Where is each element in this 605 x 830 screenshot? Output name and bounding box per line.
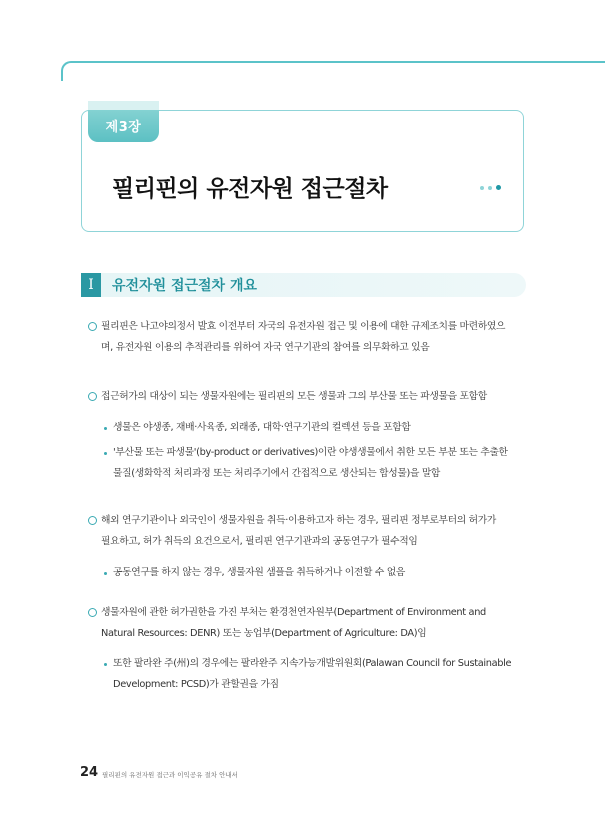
dot-icon <box>480 186 484 190</box>
dot-icon <box>496 185 501 190</box>
sub-item-line: Development: PCSD)가 관할권을 가짐 <box>113 679 279 690</box>
paragraph <box>101 602 526 644</box>
circle-bullet-icon <box>88 392 97 401</box>
decorative-dots-icon <box>480 185 501 190</box>
sub-item-line: 공동연구를 하지 않는 경우, 생물자원 샘플을 취득하거나 이전할 수 없음 <box>113 567 405 578</box>
chapter-label-tab <box>88 101 159 142</box>
paragraph-line: 생물자원에 관한 허가권한을 가진 부처는 환경천연자원부(Department of Environment and <box>101 607 486 618</box>
dot-bullet-icon <box>104 572 107 575</box>
paragraph <box>101 510 526 552</box>
sub-item-line: 생물은 야생종, 재배·사육종, 외래종, 대학·연구기관의 컬렉션 등을 포함함 <box>113 422 411 433</box>
paragraph-line: 필리핀은 나고야의정서 발효 이전부터 자국의 유전자원 접근 및 이용에 대한 규제조치를 마련하였으 <box>101 321 506 332</box>
page-number: 24 <box>80 765 99 780</box>
chapter-label: 제3장 <box>105 120 142 135</box>
paragraph <box>101 316 526 358</box>
circle-bullet-icon <box>88 322 97 331</box>
sub-item-line: '부산물 또는 파생물'(by-product or derivatives)이란 야생생물에서 취한 모든 부분 또는 추출한 <box>113 447 508 458</box>
dot-bullet-icon <box>104 427 107 430</box>
footer-title: 필리핀의 유전자원 접근과 이익공유 절차 안내서 <box>102 771 238 779</box>
paragraph-line: 해외 연구기관이나 외국인이 생물자원을 취득·이용하고자 하는 경우, 필리핀 정부로부터의 허가가 <box>101 515 496 526</box>
sub-item <box>113 562 527 583</box>
page-corner-decoration <box>61 61 605 81</box>
paragraph-line: 접근허가의 대상이 되는 생물자원에는 필리핀의 모든 생물과 그의 부산물 또는 파생물을 포함함 <box>101 391 487 402</box>
sub-item-line: 물질(생화학적 처리과정 또는 처리주기에서 간접적으로 생산되는 합성물)을 말함 <box>113 468 441 479</box>
dot-bullet-icon <box>104 663 107 666</box>
paragraph <box>101 386 526 407</box>
section-title: 유전자원 접근절차 개요 <box>112 278 257 294</box>
paragraph-line: Natural Resources: DENR) 또는 농업부(Department of Agriculture: DA)임 <box>101 628 427 639</box>
dot-icon <box>488 186 492 190</box>
sub-item-line: 또한 팔라완 주(州)의 경우에는 팔라완주 지속가능개발위원회(Palawan Council for Sustainable <box>113 658 512 669</box>
sub-item <box>113 442 527 484</box>
sub-item <box>113 417 527 438</box>
chapter-title: 필리핀의 유전자원 접근절차 <box>112 176 388 202</box>
sub-item <box>113 653 527 695</box>
section-number: I <box>81 273 101 297</box>
paragraph-line: 며, 유전자원 이용의 추적관리를 위하여 자국 연구기관의 참여를 의무화하고 있음 <box>101 342 430 353</box>
dot-bullet-icon <box>104 452 107 455</box>
circle-bullet-icon <box>88 608 97 617</box>
circle-bullet-icon <box>88 516 97 525</box>
paragraph-line: 필요하고, 허가 취득의 요건으로서, 필리핀 연구기관과의 공동연구가 필수적임 <box>101 536 418 547</box>
